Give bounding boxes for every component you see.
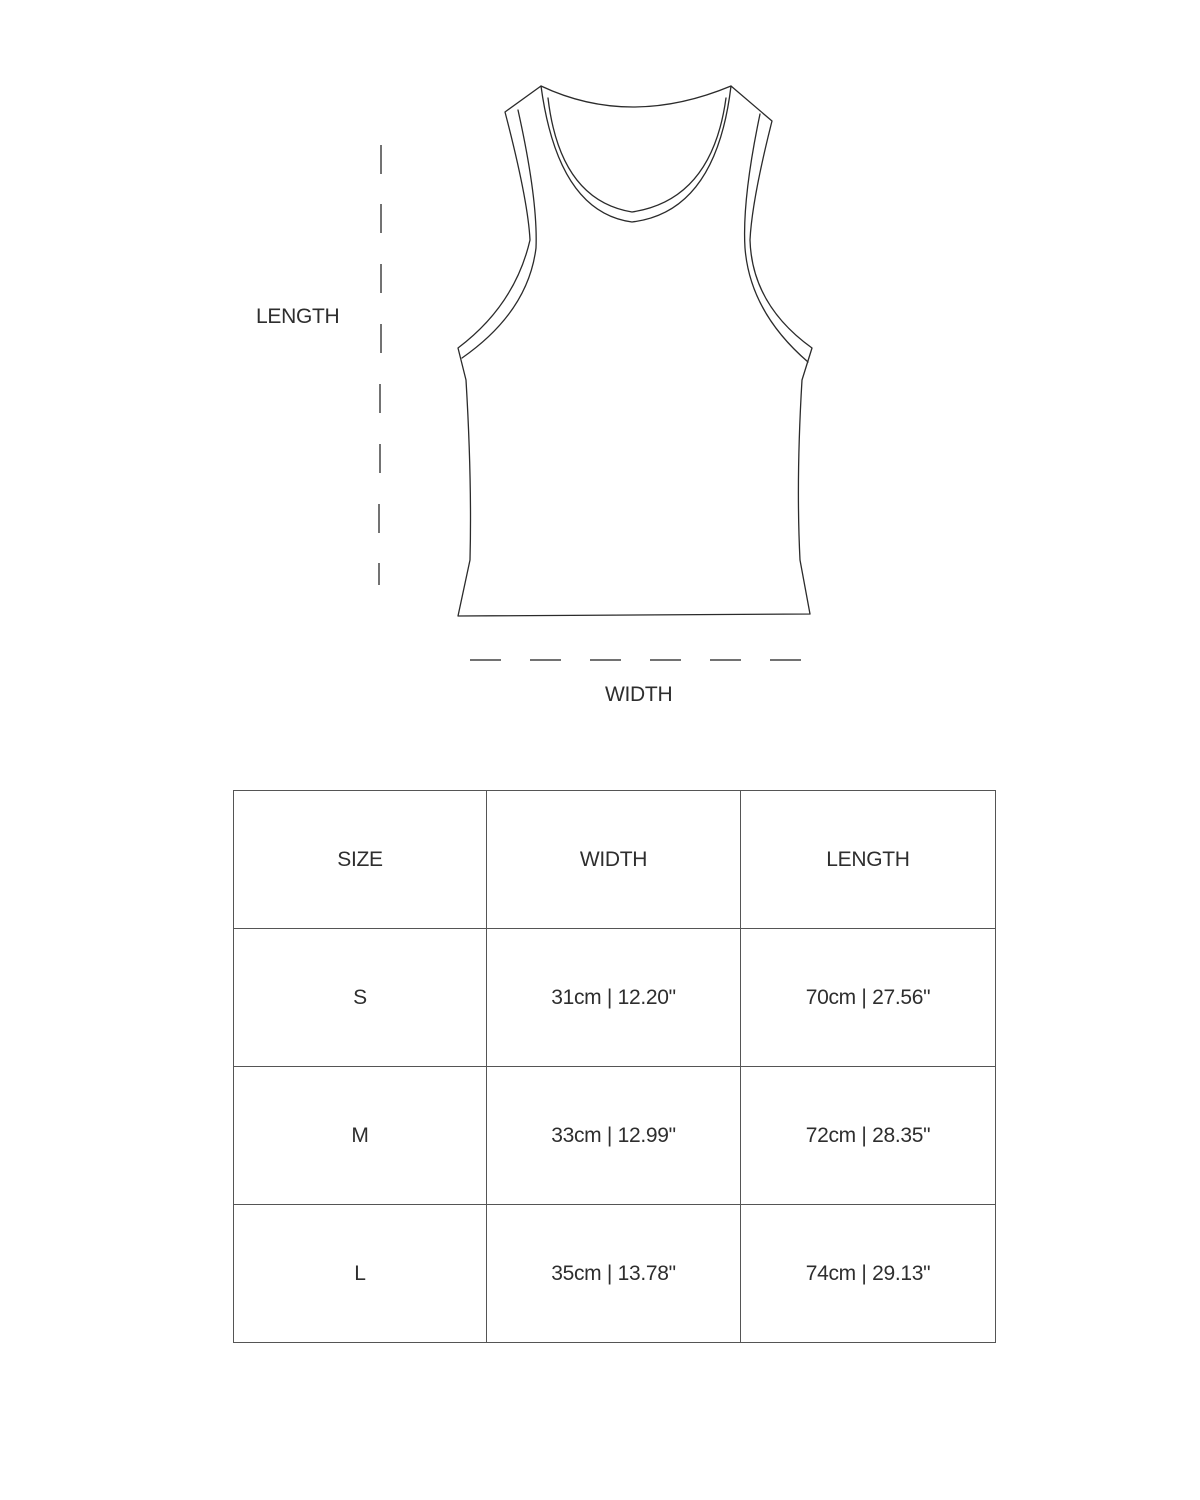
table-header-row xyxy=(234,791,996,929)
table-row xyxy=(234,929,996,1067)
size-cell: L xyxy=(234,1205,487,1343)
tank-top-outline xyxy=(458,86,812,616)
header-width: WIDTH xyxy=(487,791,741,929)
length-label: LENGTH xyxy=(256,305,340,328)
table-row xyxy=(234,1205,996,1343)
table-row xyxy=(234,1067,996,1205)
length-cell: 74cm | 29.13" xyxy=(741,1205,996,1343)
neckline-trim xyxy=(548,98,726,212)
width-cell: 33cm | 12.99" xyxy=(487,1067,741,1205)
header-length: LENGTH xyxy=(741,791,996,929)
width-label: WIDTH xyxy=(605,683,673,706)
size-chart-table xyxy=(233,790,996,1343)
width-cell: 35cm | 13.78" xyxy=(487,1205,741,1343)
right-armhole-trim xyxy=(745,114,808,362)
width-cell: 31cm | 12.20" xyxy=(487,929,741,1067)
size-cell: M xyxy=(234,1067,487,1205)
left-armhole-trim xyxy=(462,110,536,358)
length-cell: 72cm | 28.35" xyxy=(741,1067,996,1205)
header-size: SIZE xyxy=(234,791,487,929)
length-cell: 70cm | 27.56" xyxy=(741,929,996,1067)
length-dashed-line xyxy=(379,145,381,585)
size-cell: S xyxy=(234,929,487,1067)
